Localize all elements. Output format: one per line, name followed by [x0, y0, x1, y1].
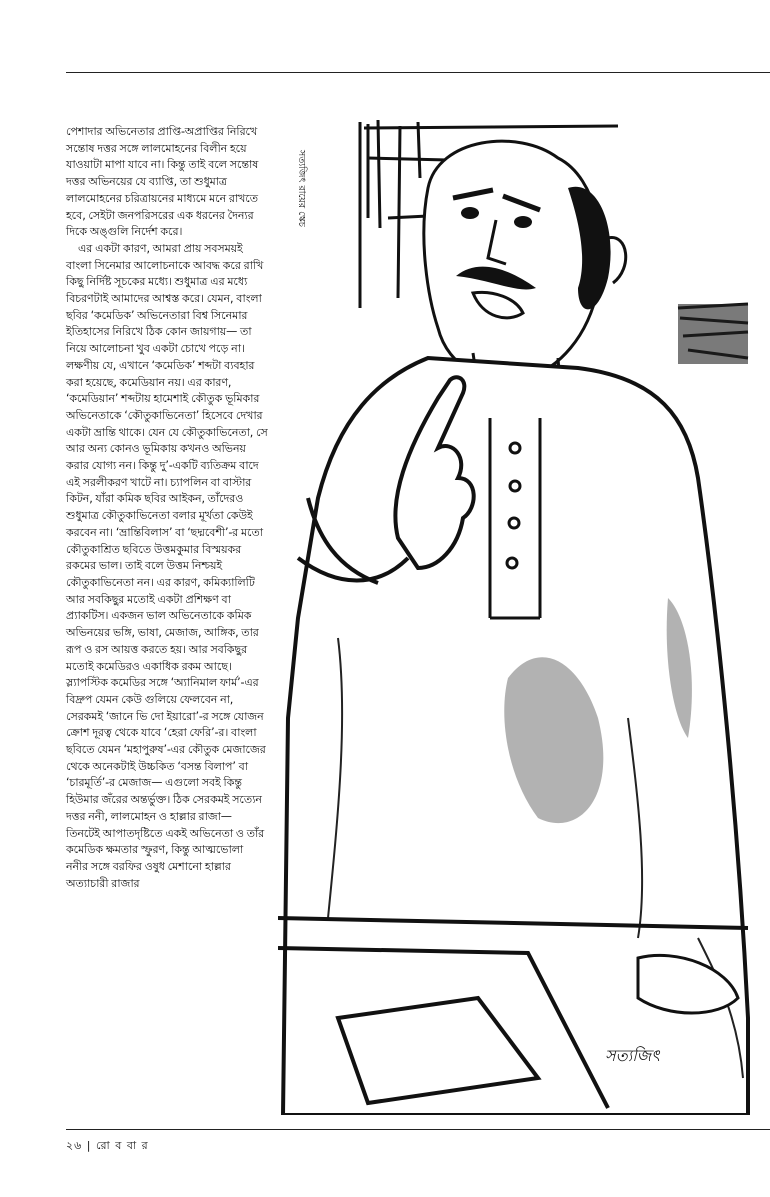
article-paragraph: পেশাদার অভিনেতার প্রাপ্তি-অপ্রাপ্তির নিরিখে সন্তোষ দত্তর সঙ্গে লালমোহনের বিলীন হয়ে যাওয়াটা মাপা যাবে না। কিন্তু তাই বলে সন্তোষ দত্তর অভিনয়ের যে ব্যাপ্তি, তা শুধুমাত্র লালমোহনের চরিত্রায়নের মাধ্যমে মনে রাখতে হবে, সেইটা জনপরিসরের এক ধরনের দৈন্যর দিকে অঙ্গুলি নির্দেশ করে।: [66, 125, 259, 239]
artist-signature: সত্যজিৎ: [605, 1046, 660, 1065]
bottom-rule: [66, 1129, 770, 1130]
article-text-column: [66, 124, 268, 892]
sketch-illustration: [278, 118, 753, 1115]
page-footer: ২৬ | রো ব বা র: [66, 1139, 149, 1152]
illustration-credit: সত্যজিৎ রায়ের স্কেচ: [296, 150, 307, 227]
article-paragraph: এর একটা কারণ, আমরা প্রায় সবসময়ই বাংলা সিনেমার আলোচনাকে আবদ্ধ করে রাখি কিছু নির্দিষ্ট সূচকের মধ্যে। শুধুমাত্র এর মধ্যে বিচরণটাই আমাদের আশ্বস্ত করে। যেমন, বাংলা ছবির ‘কমেডিক’ অভিনেতারা বিশ্ব সিনেমার ইতিহাসের নিরিখে ঠিক কোন জায়গায়— তা নিয়ে আলোচনা খুব একটা চোখে পড়ে না। লক্ষণীয় যে, এখানে ‘কমেডিক’ শব্দটা ব্যবহার করা হয়েছে, কমেডিয়ান নয়। এর কারণ, ‘কমেডিয়ান’ শব্দটায় হামেশাই কৌতুক ভূমিকার অভিনেতাকে ‘কৌতুকাভিনেতা’ হিসেবে দেখার একটা ভ্রান্তি থাকে। যেন যে কৌতুকাভিনেতা, সে আর অন্য কোনও ভূমিকায় কখনও অভিনয় করার যোগ্য নন। কিন্তু দু’-একটি ব্যতিক্রম বাদে এই সরলীকরণ খাটে না। চ্যাপলিন বা বাস্টার কিটন, যাঁরা কমিক ছবির আইকন, তাঁদেরও শুধুমাত্র কৌতুকাভিনেতা বলার মূর্খতা কেউই করবেন না। ‘ভ্রান্তিবিলাস’ বা ‘ছদ্মবেশী’-র মতো কৌতুকাশ্রিত ছবিতে উত্তমকুমার বিস্ময়কর রকমের ভাল। তাই বলে উত্তম নিশ্চয়ই কৌতুকাভিনেতা নন। এর কারণ, কমিক্যালিটি আর সবকিছুর মতোই একটা প্রশিক্ষণ বা প্র্যাকটিস। একজন ভাল অভিনেতাকে কমিক অভিনয়ের ভঙ্গি, ভাষা, মেজাজ, আঙ্গিক, তার রূপ ও রস আয়ত্ত করতে হয়। আর সবকিছুর মতোই কমেডিরও একাধিক রকম আছে। স্ল্যাপস্টিক কমেডির সঙ্গে ‘অ্যানিমাল ফার্ম’-এর বিদ্রুপ যেমন কেউ গুলিয়ে ফেলবেন না, সেরকমই ‘জানে ভি দো ইয়ারো’-র সঙ্গে যোজন ক্রোশ দূরত্ব থেকে যাবে ‘হেরা ফেরি’-র। বাংলা ছবিতে যেমন ‘মহাপুরুষ’-এর কৌতুক মেজাজের থেকে অনেকটাই উচ্চকিত ‘বসন্ত বিলাপ’ বা ‘চারমূর্তি’-র মেজাজ— এগুলো সবই কিন্তু হিউমার জঁরের অন্তর্ভুক্ত। ঠিক সেরকমই সত্যেন দত্তর ননী, লালমোহন ও হাল্লার রাজা— তিনটেই আপাতদৃষ্টিতে একই অভিনেতা ও তাঁর কমেডিক ক্ষমতার স্ফুরণ, কিন্তু আত্মভোলা ননীর সঙ্গে বরফির ওষুধ মেশানো হাল্লার অত্যাচারী রাজার: [66, 241, 268, 890]
top-rule: [66, 72, 770, 73]
